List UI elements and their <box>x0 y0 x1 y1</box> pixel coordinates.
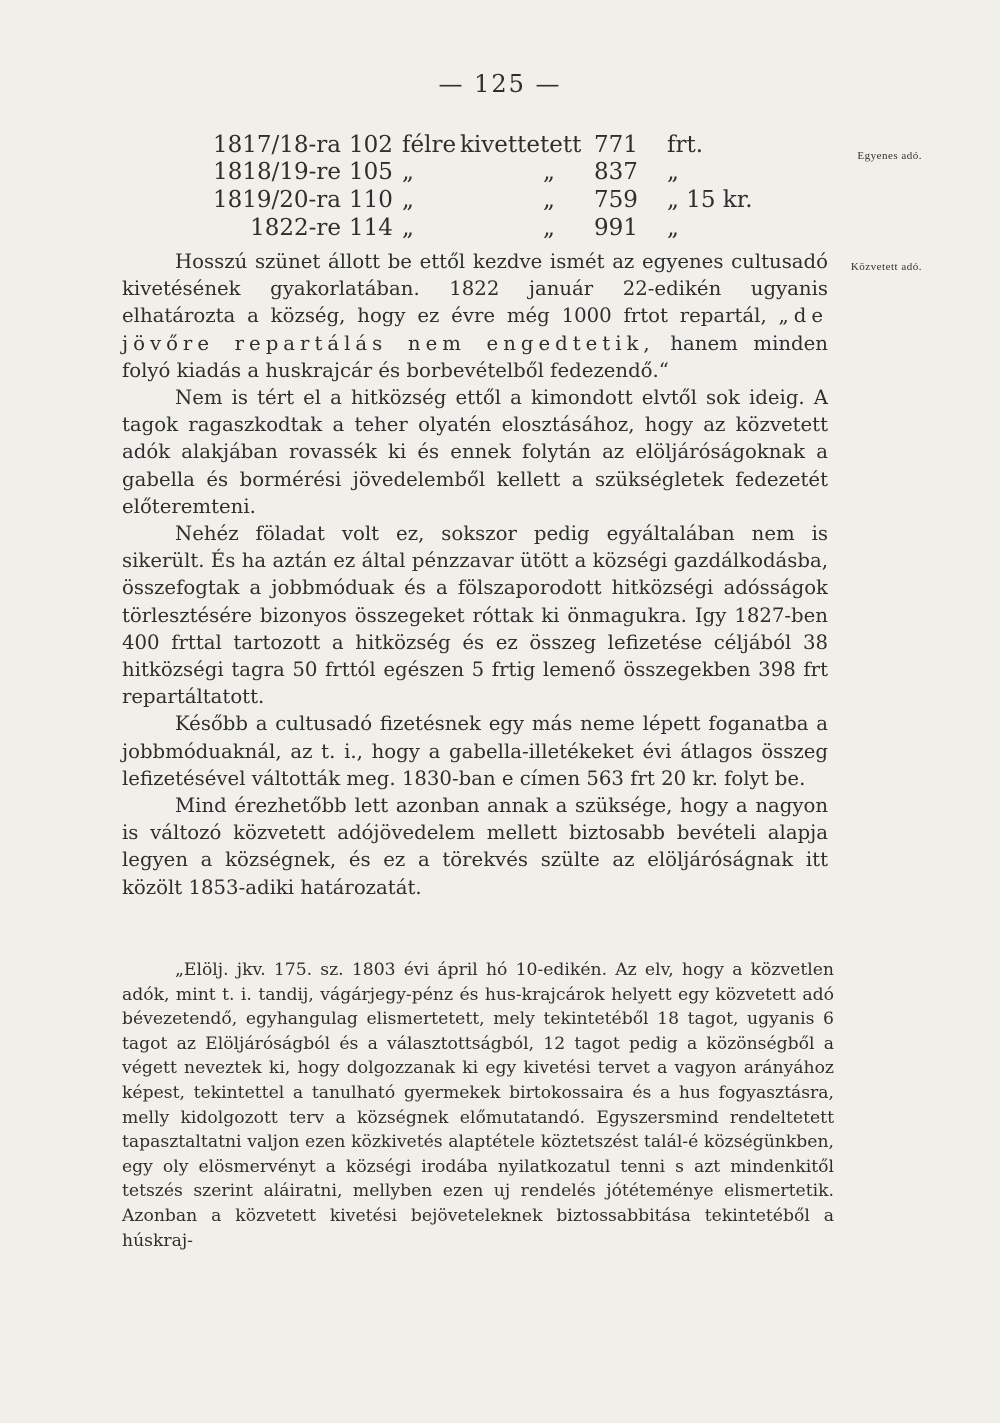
paragraph <box>122 248 828 384</box>
row-year: 1817/18-ra <box>212 132 341 158</box>
row-amount: 837 <box>594 159 638 185</box>
row-amount: 991 <box>594 215 638 241</box>
row-col-b: „ <box>543 187 555 213</box>
row-year: 1822-re <box>250 215 341 241</box>
spaced-emphasis: „de jövőre repartálás nem engedtetik, <box>122 304 828 355</box>
page-number: — 125 — <box>438 70 562 98</box>
row-col-a: „ <box>402 215 414 241</box>
row-col-b: „ <box>543 215 555 241</box>
row-amount: 759 <box>594 187 638 213</box>
row-unit: „ 15 kr. <box>667 187 753 213</box>
row-col-a: félre <box>402 132 457 158</box>
row-number: 102 <box>349 132 393 158</box>
quote-paragraph: „Elölj. jkv. 175. sz. 1803 évi ápril hó 10-edikén. Az elv, hogy a közvetlen adók, mint t. i. tandij, vágárjegy-pénz és hus-krajcárok helyett egy közvetett adó bévezetendő, egyhangulag elismertetett, mely tekintetéből 18 tagot, ugyanis 6 tagot az Elöljáróságból és a választottságból, 12 tagot pedig a közönségből a végett neveztek ki, hogy dolgozzanak ki egy kivetési tervet a vagyon arányához képest, tekintettel a tanulható gyermekek birtokossaira és a hus fogyasztásra, melly kidolgozott terv a községnek előmutatandó. Egyszersmind rendeltetett tapasztaltatni valjon ezen közkivetés alaptétele köztetszést talál-é községünkben, egy oly elösmervényt a községi irodába nyilatkozatul tenni s azt mindenkitől tetszés szerint aláiratni, mellyben ezen uj rendelés jótéteménye elismertetik. Azonban a közvetett kivetési bejöveteleknek biztossabbitása tekintetéből a húskraj- <box>122 960 834 1251</box>
paragraph: Később a cultusadó fizetésnek egy más neme lépett foganatba a jobbmóduaknál, az t. i., hogy a gabella-illetékeket évi átlagos összeg lefizetésével váltották meg. 1830-ban e címen 563 frt 20 kr. folyt be. <box>122 712 828 790</box>
row-col-a: „ <box>402 159 414 185</box>
row-unit: „ <box>667 215 679 241</box>
paragraph-text: hanem minden folyó kiadás a huskrajcár és borbevételből fedezendő.“ <box>122 331 828 382</box>
quoted-resolution <box>122 958 834 1253</box>
row-col-b: „ <box>543 159 555 185</box>
row-number: 105 <box>349 159 393 185</box>
row-number: 110 <box>349 187 393 213</box>
margin-note-indirect-tax: Közvetett adó. <box>850 261 922 273</box>
row-amount: 771 <box>594 132 638 158</box>
row-unit: „ <box>667 159 679 185</box>
paragraph: Nehéz föladat volt ez, sokszor pedig egyáltalában nem is sikerült. És ha aztán ez által pénzzavar ütött a községi gazdálkodásba, összefogtak a jobbmóduak és a fölszaporodott hitközségi adósságok törlesztésére bizonyos összegeket róttak ki önmagukra. Igy 1827-ben 400 frttal tartozott a hitközség és ez összeg lefizetése céljából 38 hitközségi tagra 50 frttól egészen 5 frtig lemenő összegekben 398 frt repartáltatott. <box>122 522 828 709</box>
row-year: 1819/20-ra <box>212 187 341 213</box>
row-year: 1818/19-re <box>213 159 341 185</box>
body-text <box>122 248 828 901</box>
paragraph: Mind érezhetőbb lett azonban annak a szüksége, hogy a nagyon is változó közvetett adójövedelem mellett biztosabb bevételi alapja legyen a községnek, és ez a törekvés szülte az elöljáróságnak itt közölt 1853-adiki határozatát. <box>122 794 828 899</box>
row-unit: frt. <box>667 132 704 158</box>
margin-note-direct-tax: Egyenes adó. <box>857 150 922 162</box>
row-col-b: kivettetett <box>460 132 582 158</box>
row-col-a: „ <box>402 187 414 213</box>
paragraph: Nem is tért el a hitközség ettől a kimondott elvtől sok ideig. A tagok ragaszkodtak a teher olyatén elosztásához, hogy az közvetett adók alakjában rovassék ki és ennek folytán az elöljáróságoknak a gabella és bormérési jövedelemből kellett a szükségletek fedezetét előteremteni. <box>122 386 828 518</box>
row-number: 114 <box>349 215 393 241</box>
paragraph-text: Hosszú szünet állott be ettől kezdve ismét az egyenes cultusadó kivetésének gyakorlatában. 1822 január 22-edikén ugyanis elhatározta a község, hogy ez évre még 1000 frtot repartál, <box>122 250 828 328</box>
